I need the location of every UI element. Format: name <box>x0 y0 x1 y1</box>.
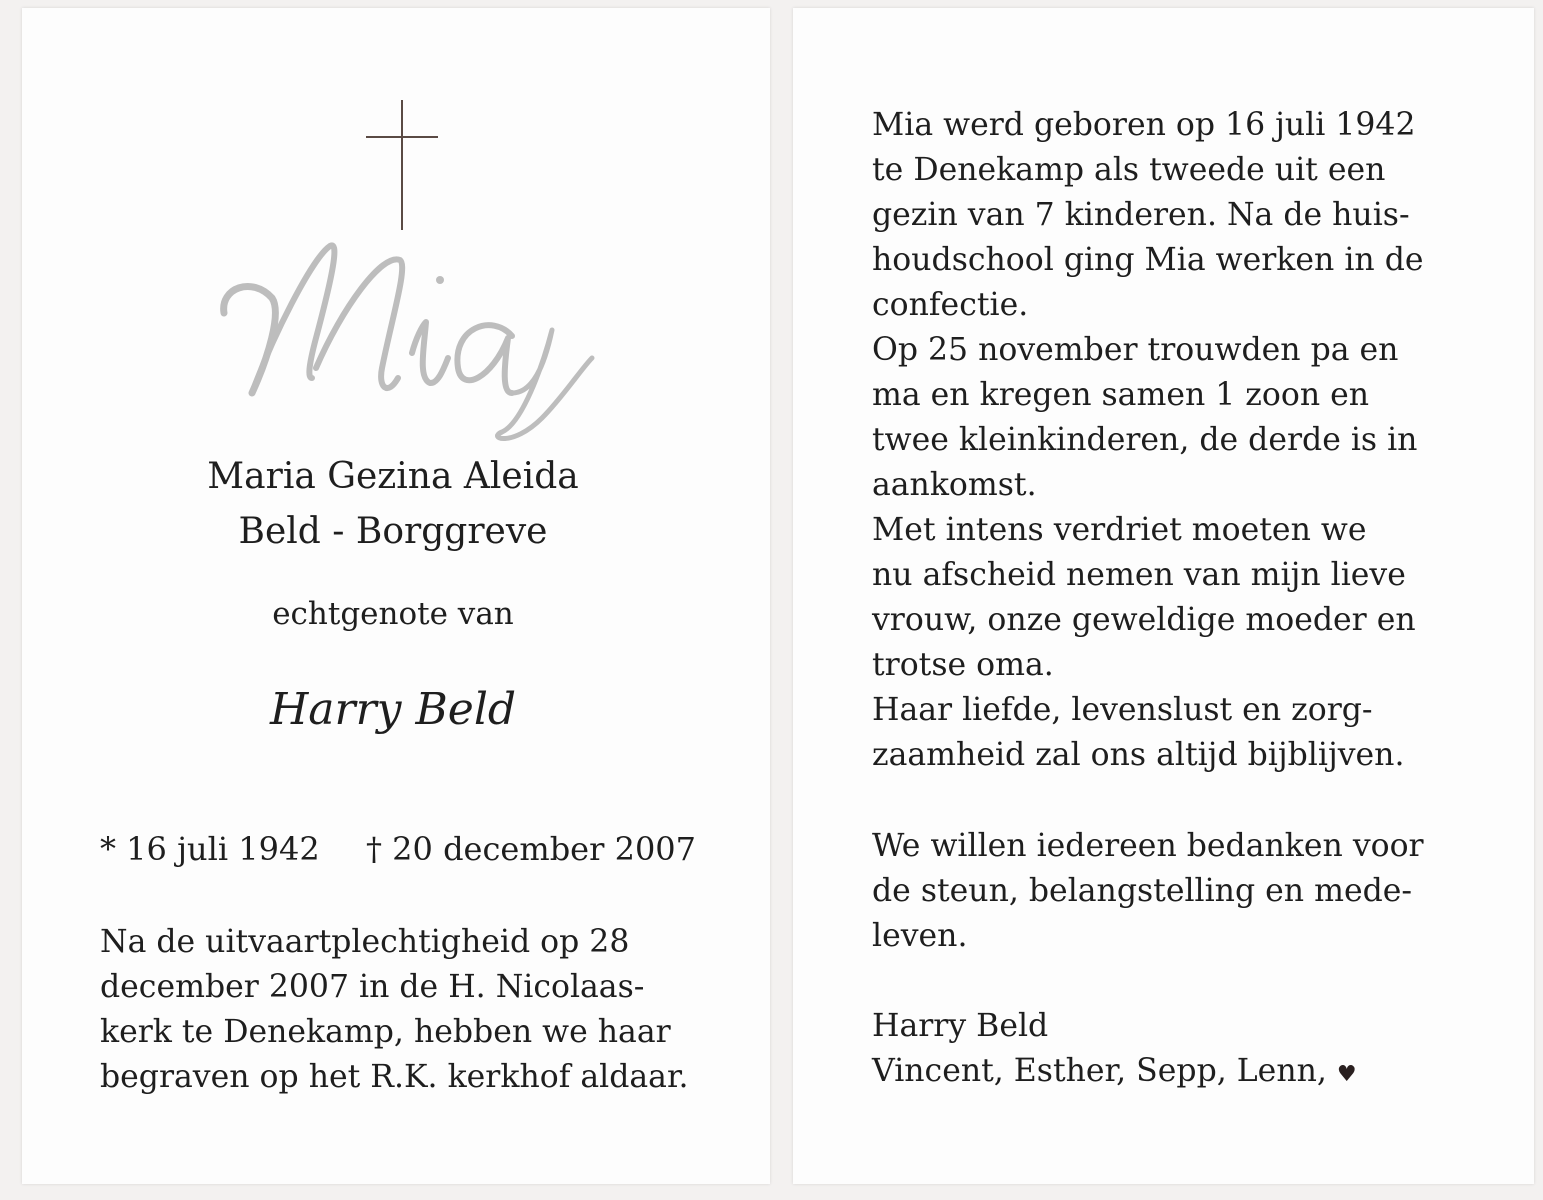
memorial-card-left <box>22 8 770 1184</box>
birth-date: 16 juli 1942 <box>126 830 320 868</box>
biography-line: confectie. <box>872 287 1029 323</box>
biography-line: Mia werd geboren op 16 juli 1942 <box>872 107 1416 143</box>
spouse-name: Harry Beld <box>269 684 517 735</box>
biography-line: aankomst. <box>872 467 1037 503</box>
full-name-line1: Maria Gezina Aleida <box>207 456 579 497</box>
biography-line: zaamheid zal ons altijd bijblijven. <box>872 737 1405 773</box>
death-date: 20 december 2007 <box>392 830 697 868</box>
funeral-line: begraven op het R.K. kerkhof aldaar. <box>100 1059 689 1095</box>
biography-line: Op 25 november trouwden pa en <box>872 332 1399 368</box>
death-symbol: † <box>366 830 382 868</box>
biography-line: twee kleinkinderen, de derde is in <box>872 422 1418 458</box>
death-date-row <box>366 830 696 868</box>
signature <box>872 1004 1357 1097</box>
signature-line2 <box>872 1049 1357 1097</box>
thanks-text <box>872 824 1424 959</box>
biography-line: Haar liefde, levenslust en zorg- <box>872 692 1373 728</box>
spouse-label: echtgenote van <box>272 596 514 632</box>
biography-line: Met intens verdriet moeten we <box>872 512 1367 548</box>
biography-line: vrouw, onze geweldige moeder en <box>872 602 1416 638</box>
biography-line: nu afscheid nemen van mijn lieve <box>872 557 1406 593</box>
biography-line: gezin van 7 kinderen. Na de huis- <box>872 197 1410 233</box>
biography-line: te Denekamp als tweede uit een <box>872 152 1386 188</box>
thanks-line: de steun, belangstelling en mede- <box>872 873 1413 909</box>
signature-names: Vincent, Esther, Sepp, Lenn, <box>872 1053 1327 1089</box>
funeral-line: december 2007 in de H. Nicolaas- <box>100 969 645 1005</box>
biography-line: houdschool ging Mia werken in de <box>872 242 1424 278</box>
biography-line: trotse oma. <box>872 647 1054 683</box>
birth-date-row <box>100 830 320 868</box>
thanks-line: We willen iedereen bedanken voor <box>872 828 1424 864</box>
thanks-line: leven. <box>872 918 968 954</box>
signature-line1: Harry Beld <box>872 1008 1049 1044</box>
memorial-card-right <box>793 8 1534 1184</box>
funeral-text <box>100 920 689 1100</box>
biography-text <box>872 103 1424 778</box>
funeral-line: Na de uitvaartplechtigheid op 28 <box>100 924 630 960</box>
cross-icon <box>366 100 438 232</box>
full-name-line2: Beld - Borggreve <box>238 511 548 552</box>
script-name-mia <box>212 218 602 448</box>
funeral-line: kerk te Denekamp, hebben we haar <box>100 1014 671 1050</box>
heart-icon: ♥ <box>1336 1062 1357 1087</box>
script-name-text: Mia <box>212 218 214 219</box>
biography-line: ma en kregen samen 1 zoon en <box>872 377 1370 413</box>
birth-symbol: * <box>100 830 116 868</box>
